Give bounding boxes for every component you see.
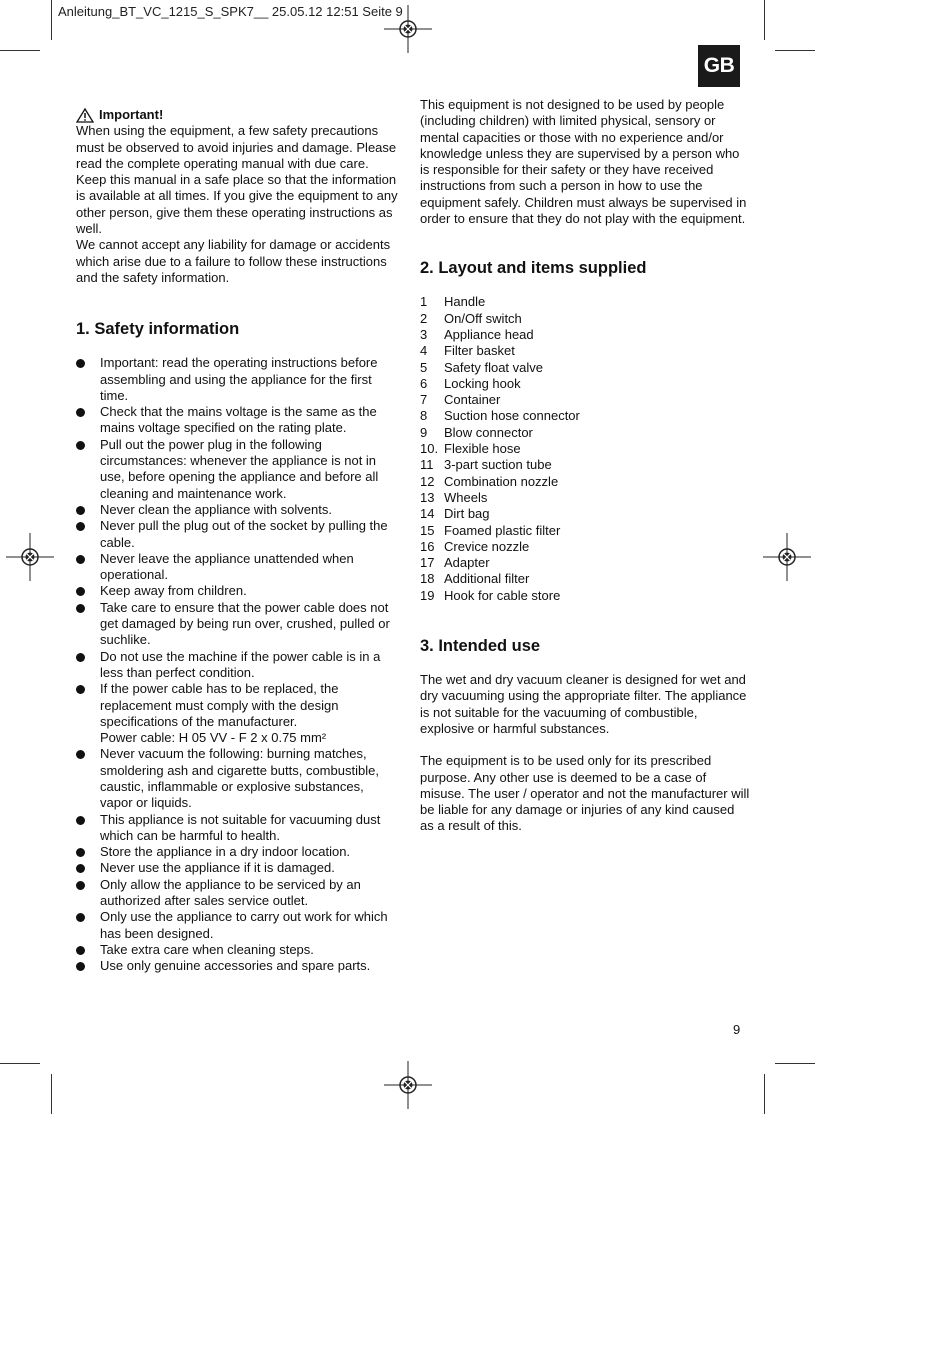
bullet-icon [76, 946, 85, 955]
list-item: 15 Foamed plastic filter [420, 522, 561, 538]
list-item: Important: read the operating instructions before assembling and using the appliance for the first time. [76, 355, 398, 404]
warning-triangle-icon [76, 108, 94, 123]
list-item: 7 Container [420, 392, 501, 408]
list-item: 13 Wheels [420, 489, 488, 505]
list-item: Take care to ensure that the power cable does not get damaged by being run over, crushed, pulled or suchlike. [76, 600, 398, 649]
list-item: 12 Combination nozzle [420, 473, 559, 489]
crop-mark [764, 1074, 765, 1114]
list-item: 10. Flexible hose [420, 441, 521, 457]
bullet-icon [76, 604, 85, 613]
intended-use-paragraph: The wet and dry vacuum cleaner is designed for wet and dry vacuuming using the appropriate filter. The appliance is not suitable for the vacuuming of combustible, explosive or harmful substances. [420, 672, 747, 736]
list-item: Only allow the appliance to be serviced by an authorized after sales service outlet. [76, 877, 398, 910]
list-item: 8 Suction hose connector [420, 408, 580, 424]
safety-heading: 1. Safety information [76, 320, 240, 339]
safety-list [76, 355, 398, 974]
bullet-icon [76, 816, 85, 825]
bullet-icon [76, 653, 85, 662]
list-item: This appliance is not suitable for vacuuming dust which can be harmful to health. [76, 812, 398, 845]
bullet-icon [76, 962, 85, 971]
list-item: 19 Hook for cable store [420, 587, 561, 603]
list-item: 18 Additional filter [420, 571, 530, 587]
bullet-icon [76, 408, 85, 417]
page-number: 9 [733, 1022, 741, 1037]
bullet-icon [76, 587, 85, 596]
registration-mark-icon [384, 1061, 432, 1109]
misuse-paragraph: The equipment is to be used only for its prescribed purpose. Any other use is deemed to be a case of misuse. The user / operator and not the manufacturer will be liable for any damage or injuries of any kind caused as a result of this. [420, 753, 750, 834]
list-item: Never clean the appliance with solvents. [76, 502, 398, 518]
print-slug: Anleitung_BT_VC_1215_S_SPK7__ 25.05.12 12:51 Seite 9 [58, 4, 403, 19]
important-heading [76, 107, 398, 123]
crop-mark [51, 1074, 52, 1114]
list-item: Keep away from children. [76, 583, 398, 599]
bullet-icon [76, 441, 85, 450]
list-item: 11 3-part suction tube [420, 457, 552, 473]
bullet-icon [76, 750, 85, 759]
crop-mark [0, 50, 40, 51]
layout-heading: 2. Layout and items supplied [420, 259, 647, 278]
list-item: Never use the appliance if it is damaged. [76, 860, 398, 876]
important-label: Important! [99, 107, 164, 122]
intended-use-heading: 3. Intended use [420, 637, 541, 656]
crop-mark [51, 0, 52, 40]
liability-paragraph: We cannot accept any liability for damage or accidents which arise due to a failure to follow these instructions and the safety information. [76, 237, 391, 285]
crop-mark [775, 1063, 815, 1064]
bullet-icon [76, 913, 85, 922]
bullet-icon [76, 359, 85, 368]
list-item: Check that the mains voltage is the same as the mains voltage specified on the rating plate. [76, 404, 398, 437]
bullet-icon [76, 555, 85, 564]
bullet-icon [76, 506, 85, 515]
list-item: 1 Handle [420, 294, 486, 310]
right-column [420, 97, 750, 835]
list-item: Never leave the appliance unattended when operational. [76, 551, 398, 584]
list-item: Take extra care when cleaning steps. [76, 942, 398, 958]
list-item: 2 On/Off switch [420, 310, 522, 326]
crop-mark [764, 0, 765, 40]
list-item: 6 Locking hook [420, 375, 521, 391]
left-column [76, 107, 398, 975]
list-item: 16 Crevice nozzle [420, 538, 530, 554]
bullet-icon [76, 881, 85, 890]
parts-list [420, 294, 750, 604]
power-cable-note: Power cable: H 05 VV - F 2 x 0.75 mm² [100, 730, 327, 746]
list-item: 14 Dirt bag [420, 506, 490, 522]
list-item: 5 Safety float valve [420, 359, 543, 375]
important-paragraph: When using the equipment, a few safety precautions must be observed to avoid injuries and damage. Please read the complete operating manual with due care. Keep this manual in a safe place so that the information is available at all times. If you give the equipment to any other person, give them these operating instructions as well. [76, 123, 398, 237]
list-item: Use only genuine accessories and spare parts. [76, 958, 398, 974]
list-item: 4 Filter basket [420, 343, 515, 359]
list-item: Store the appliance in a dry indoor location. [76, 844, 398, 860]
list-item: Only use the appliance to carry out work for which has been designed. [76, 909, 398, 942]
language-badge: GB [698, 45, 740, 87]
bullet-icon [76, 864, 85, 873]
crop-mark [775, 50, 815, 51]
list-item: Never vacuum the following: burning matches, smoldering ash and cigarette butts, combustible, caustic, inflammable or explosive substances, vapor or liquids. [76, 746, 398, 811]
list-item: If the power cable has to be replaced, the replacement must comply with the design specifications of the manufacturer. Power cable: H 05 VV - F 2 x 0.75 mm² [76, 681, 398, 746]
bullet-icon [76, 522, 85, 531]
registration-mark-icon [763, 533, 811, 581]
bullet-icon [76, 685, 85, 694]
list-item: Pull out the power plug in the following circumstances: whenever the appliance is not in use, before opening the appliance and before all cleaning and maintenance work. [76, 437, 398, 502]
crop-mark [0, 1063, 40, 1064]
list-item: 17 Adapter [420, 555, 490, 571]
list-item: Do not use the machine if the power cable is in a less than perfect condition. [76, 649, 398, 682]
registration-mark-icon [6, 533, 54, 581]
list-item: 9 Blow connector [420, 424, 533, 440]
bullet-icon [76, 848, 85, 857]
list-item: 3 Appliance head [420, 326, 534, 342]
supervision-paragraph: This equipment is not designed to be used by people (including children) with limited physical, sensory or mental capacities or those with no experience and/or knowledge unless they are supervised by a person who is responsible for their safety or they have received instructions from such a person in how to use the equipment safely. Children must always be supervised in order to ensure that they do not play with the equipment. [420, 97, 747, 227]
registration-mark-icon [384, 5, 432, 53]
list-item: Never pull the plug out of the socket by pulling the cable. [76, 518, 398, 551]
